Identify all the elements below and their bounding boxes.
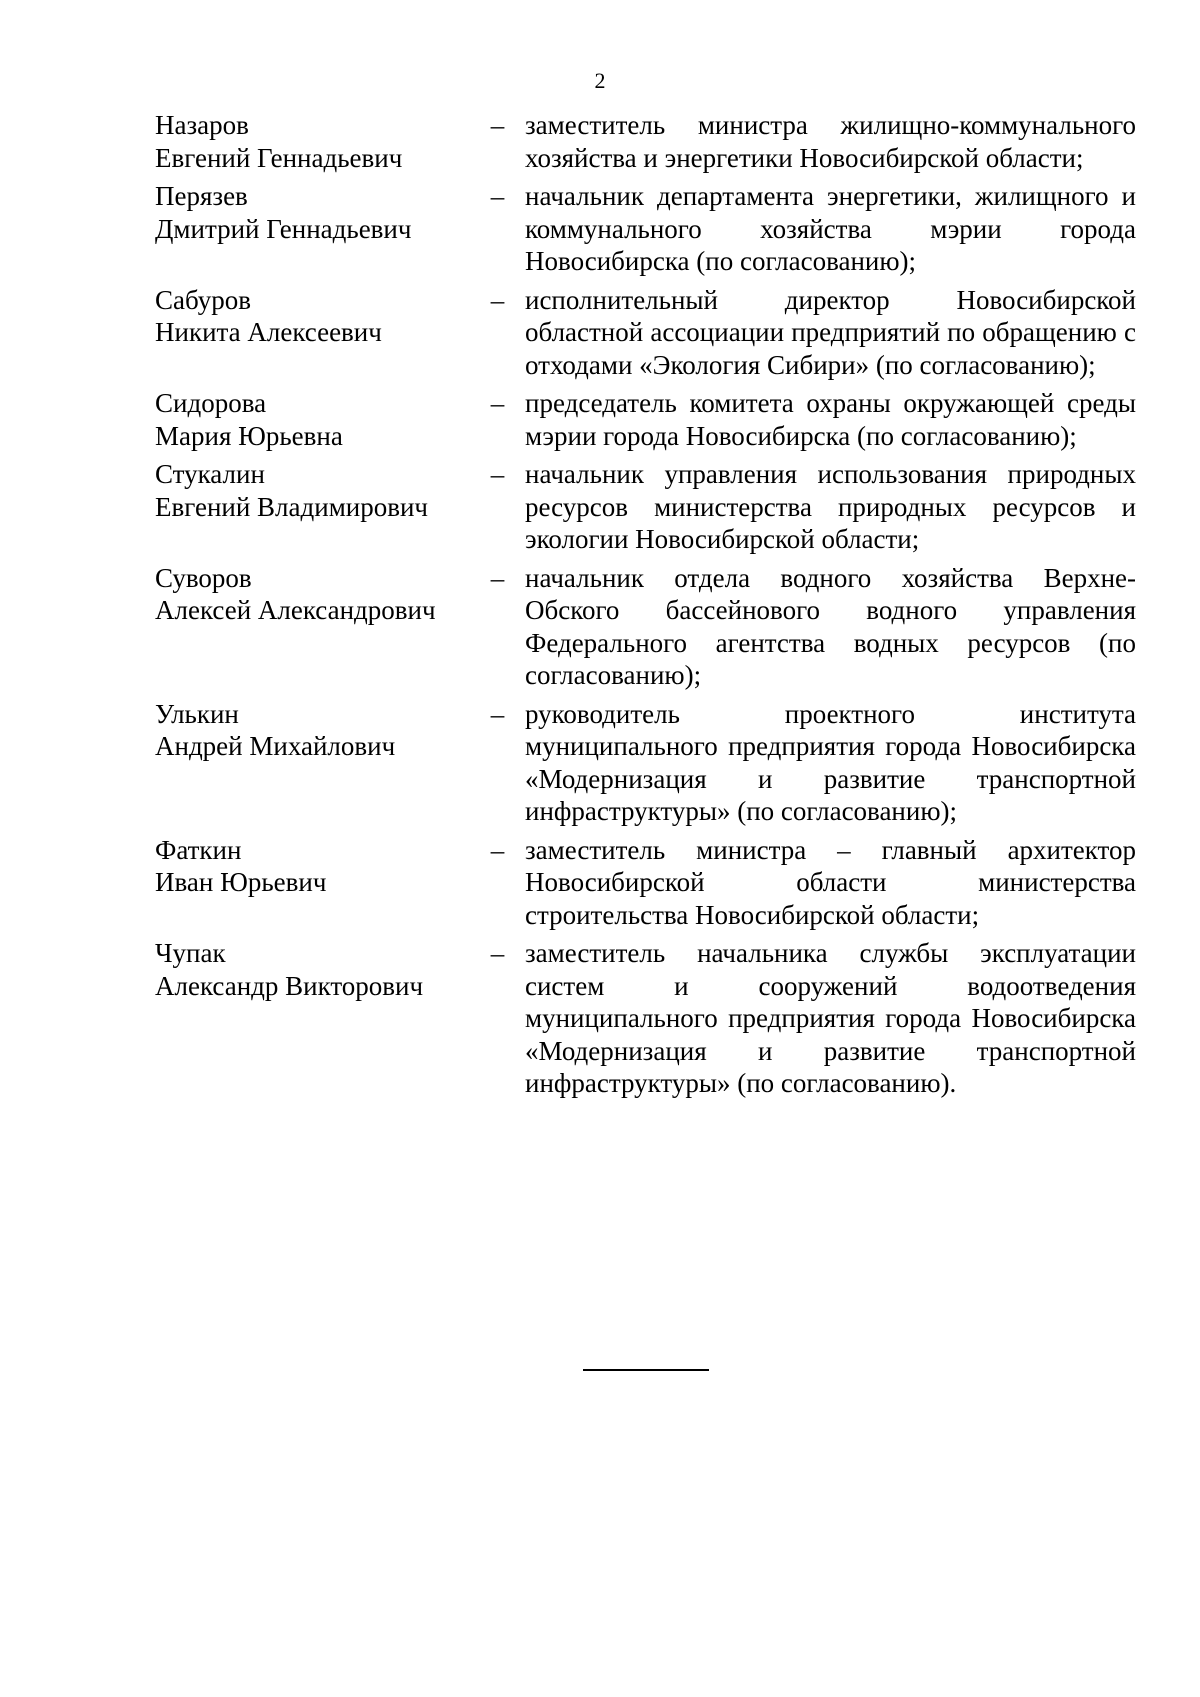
member-name — [155, 698, 470, 828]
member-entry — [155, 937, 1136, 1100]
member-name — [155, 180, 470, 278]
end-of-document-rule — [583, 1369, 709, 1371]
member-given-names: Никита Алексеевич — [155, 317, 382, 347]
member-separator-dash: – — [490, 459, 505, 489]
member-entry — [155, 109, 1136, 174]
member-surname: Фаткин — [155, 834, 242, 865]
member-surname: Сабуров — [155, 284, 251, 315]
member-list — [155, 109, 1136, 1106]
member-role: исполнительный директор Новосибирской областной ассоциации предприятий по обращению с отходами «Экология Сибири» (по согласованию); — [525, 284, 1136, 380]
member-separator-dash: – — [490, 284, 505, 315]
member-entry — [155, 834, 1136, 932]
member-role: заместитель министра – главный архитектор Новосибирской области министерства строительства Новосибирской области; — [525, 834, 1136, 930]
member-given-names: Алексей Александрович — [155, 595, 436, 625]
member-role: председатель комитета охраны окружающей среды мэрии города Новосибирска (по согласованию); — [525, 388, 1136, 451]
member-role: начальник департамента энергетики, жилищного и коммунального хозяйства мэрии города Новосибирска (по согласованию); — [525, 181, 1136, 276]
member-given-names: Иван Юрьевич — [155, 867, 327, 897]
member-entry — [155, 458, 1136, 556]
member-given-names: Александр Викторович — [155, 970, 424, 1001]
member-name — [155, 562, 470, 692]
member-name — [155, 387, 470, 452]
member-separator-dash: – — [490, 938, 505, 968]
member-separator-dash: – — [490, 562, 505, 593]
member-role: начальник отдела водного хозяйства Верхне-Обского бассейнового водного управления Федерального агентства водных ресурсов (по согласованию); — [525, 562, 1136, 690]
member-given-names: Мария Юрьевна — [155, 420, 343, 451]
member-role: руководитель проектного института муниципального предприятия города Новосибирска «Модернизация и развитие транспортной инфраструктуры» (по согласованию); — [525, 698, 1136, 826]
member-entry — [155, 562, 1136, 692]
member-surname: Перязев — [155, 181, 248, 211]
member-given-names: Андрей Михайлович — [155, 731, 396, 761]
member-surname: Стукалин — [155, 459, 265, 489]
member-entry — [155, 180, 1136, 278]
member-entry — [155, 387, 1136, 452]
member-surname: Улькин — [155, 698, 239, 729]
member-surname: Сидорова — [155, 388, 267, 418]
member-given-names: Дмитрий Геннадьевич — [155, 213, 412, 244]
member-role: заместитель министра жилищно-коммунального хозяйства и энергетики Новосибирской области; — [525, 110, 1136, 173]
member-separator-dash: – — [490, 834, 505, 865]
member-name — [155, 834, 470, 932]
member-surname: Чупак — [155, 938, 226, 968]
member-separator-dash: – — [490, 698, 505, 729]
member-surname: Суворов — [155, 562, 252, 593]
page-number: 2 — [594, 68, 606, 93]
member-separator-dash: – — [490, 110, 505, 140]
member-separator-dash: – — [490, 181, 505, 211]
member-surname: Назаров — [155, 110, 249, 140]
member-name — [155, 109, 470, 174]
member-name — [155, 458, 470, 556]
member-given-names: Евгений Геннадьевич — [155, 142, 403, 173]
member-name — [155, 284, 470, 382]
member-name — [155, 937, 470, 1100]
member-entry — [155, 284, 1136, 382]
member-entry — [155, 698, 1136, 828]
member-role: заместитель начальника службы эксплуатации систем и сооружений водоотведения муниципального предприятия города Новосибирска «Модернизация и развитие транспортной инфраструктуры» (по согласованию). — [525, 938, 1136, 1098]
member-separator-dash: – — [490, 388, 505, 418]
member-given-names: Евгений Владимирович — [155, 491, 429, 522]
member-role: начальник управления использования природных ресурсов министерства природных ресурсов и экологии Новосибирской области; — [525, 459, 1136, 554]
